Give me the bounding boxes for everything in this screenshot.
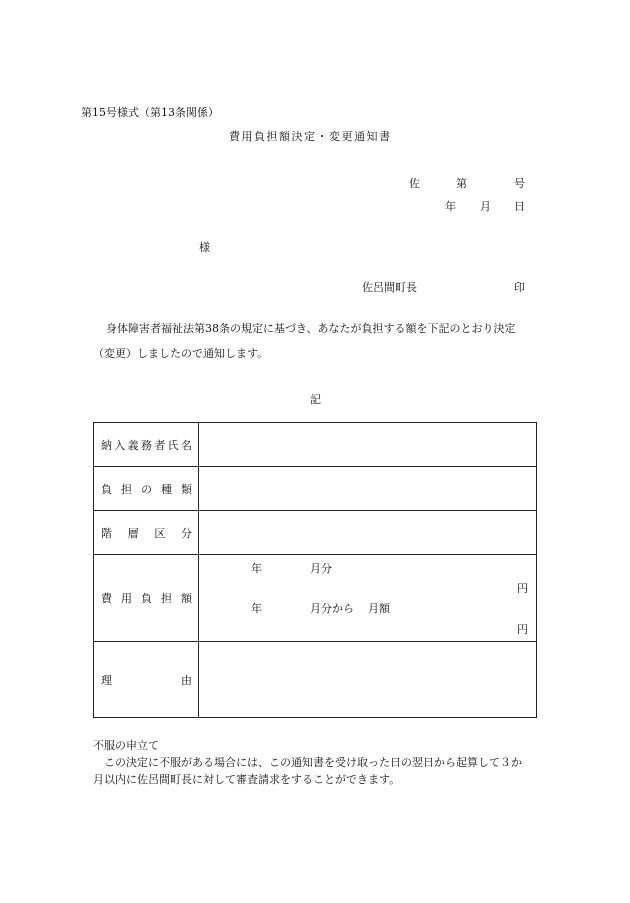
body-line-2: （変更）しましたので通知します。 (93, 347, 269, 360)
label-char: 費 (101, 592, 112, 605)
table-row (94, 555, 537, 642)
label-char: 負 (141, 592, 152, 605)
label-char: 種 (161, 482, 172, 496)
ki-label: 記 (310, 393, 321, 406)
form-number: 第15号様式（第13条関係） (81, 106, 219, 119)
label-char: 層 (127, 526, 139, 540)
fee-month-from: 月分から (310, 602, 354, 615)
table-row (94, 423, 537, 467)
issuer-name: 佐呂間町長 (362, 281, 417, 294)
seal-mark: 印 (514, 281, 525, 294)
addressee-honorific: 様 (199, 241, 210, 254)
label-char: 担 (161, 592, 172, 605)
label-reason (94, 642, 199, 718)
body-line-1: 身体障害者福祉法第38条の規定に基づき、あなたが負担する額を下記のとおり決定 (106, 322, 516, 335)
payer-name-field[interactable] (199, 423, 537, 467)
label-char: 区 (154, 526, 166, 540)
label-char: 務 (140, 438, 152, 452)
label-char: 用 (121, 592, 132, 605)
date-day: 日 (514, 200, 525, 213)
label-tier (94, 511, 199, 555)
reason-field[interactable] (199, 642, 537, 718)
reference-go: 号 (514, 177, 525, 190)
label-char: 理 (101, 673, 112, 687)
objection-line-1: この決定に不服がある場合には、この通知書を受け取った日の翌日から起算して３か (104, 756, 522, 769)
label-char: 氏 (167, 438, 179, 452)
label-char: 由 (181, 673, 192, 687)
label-char: の (141, 482, 152, 496)
label-char: 入 (114, 438, 126, 452)
reference-dai: 第 (456, 177, 467, 190)
label-char: 階 (101, 526, 112, 540)
fee-year-1: 年 (251, 562, 262, 575)
label-char: 納 (101, 438, 112, 452)
reference-prefix: 佐 (409, 177, 420, 190)
label-char: 負 (101, 482, 112, 496)
fee-monthly-amount: 月額 (368, 602, 390, 615)
label-fee-amount (94, 555, 199, 642)
tier-field[interactable] (199, 511, 537, 555)
fee-month-portion: 月分 (310, 562, 332, 575)
label-char: 義 (127, 438, 139, 452)
details-table (93, 422, 537, 718)
label-burden-type (94, 467, 199, 511)
date-month: 月 (480, 200, 491, 213)
fee-amount-field[interactable] (199, 555, 537, 642)
fee-yen-1: 円 (517, 582, 528, 595)
objection-heading: 不服の申立て (93, 739, 159, 752)
date-year: 年 (445, 200, 456, 213)
table-row (94, 642, 537, 718)
label-char: 担 (121, 482, 132, 496)
objection-line-2: 月以内に佐呂間町長に対して審査請求をすることができます。 (93, 773, 401, 786)
label-char: 者 (154, 438, 166, 452)
label-char: 名 (180, 438, 192, 452)
label-char: 分 (180, 526, 192, 540)
fee-yen-2: 円 (517, 623, 528, 636)
burden-type-field[interactable] (199, 467, 537, 511)
label-char: 類 (181, 482, 192, 496)
table-row (94, 511, 537, 555)
fee-year-2: 年 (251, 602, 262, 615)
document-title: 費用負担額決定・変更通知書 (229, 130, 392, 143)
table-row (94, 467, 537, 511)
label-char: 額 (181, 592, 192, 605)
label-payer-name (94, 423, 199, 467)
